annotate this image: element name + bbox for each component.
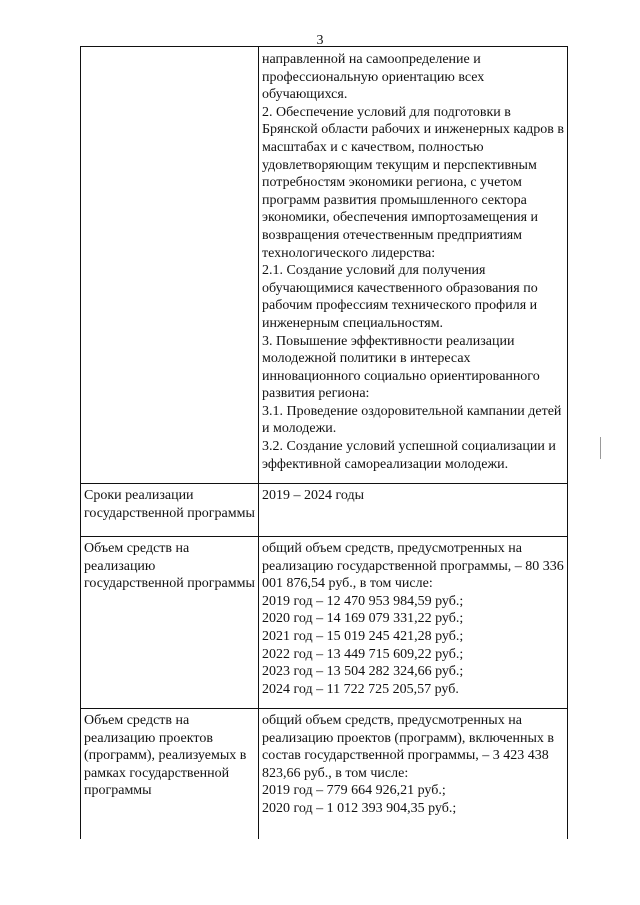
row-label: Объем средств на реализацию проектов (программ), реализуемых в рамках государственной программы [84, 713, 247, 799]
table-row [81, 484, 568, 537]
row-label-cell [81, 709, 259, 839]
margin-mark [600, 437, 601, 459]
funding-year: 2020 год – 1 012 393 904,35 руб.; [262, 800, 457, 816]
row-label-cell [81, 537, 259, 709]
implementation-period: 2019 – 2024 годы [262, 488, 365, 503]
table-row [81, 709, 568, 839]
page-number: 3 [316, 33, 324, 48]
task-text: 3.1. Проведение оздоровительной кампании детей и молодежи. [262, 403, 562, 437]
funding-year: 2020 год – 14 169 079 331,22 руб.; [262, 611, 464, 627]
row-label-cell [81, 47, 259, 484]
task-text: 2. Обеспечение условий для подготовки в Брянской области рабочих и инженерных кадров в масштабах и с качеством, полностью удовлетворяющим текущим и перспективным потребностям экономики региона, с учетом программ развития промышленного сектора экономики, обеспечения импортозамещения и возвращения отечественным предприятиям технологического лидерства: [262, 104, 565, 261]
funding-total: общий объем средств, предусмотренных на реализацию государственной программы, – 80 336 001 876,54 руб., в том числе: [262, 541, 564, 592]
funding-year: 2019 год – 779 664 926,21 руб.; [262, 783, 446, 799]
row-value-cell [259, 537, 568, 709]
row-label-cell [81, 484, 259, 537]
row-value-cell [259, 484, 568, 537]
task-text: направленной на самоопределение и профессиональную ориентацию всех обучающихся. [262, 52, 485, 103]
table-row [81, 537, 568, 709]
funding-year: 2022 год – 13 449 715 609,22 руб.; [262, 646, 464, 662]
funding-year: 2019 год – 12 470 953 984,59 руб.; [262, 593, 464, 609]
row-label: Сроки реализации государственной программы [84, 488, 255, 521]
task-text: 3. Повышение эффективности реализации молодежной политики в интересах инновационного социально ориентированного развития региона: [262, 333, 540, 402]
task-text: 2.1. Создание условий для получения обучающимися качественного образования по рабочим профессиям технического профиля и инженерным специальностям. [262, 263, 538, 331]
funding-year: 2023 год – 13 504 282 324,66 руб.; [262, 664, 464, 680]
funding-year: 2024 год – 11 722 725 205,57 руб. [262, 681, 459, 697]
passport-table [80, 46, 568, 839]
projects-funding-total: общий объем средств, предусмотренных на реализацию проектов (программ), включенных в состав государственной программы, – 3 423 438 823,66 руб., в том числе: [262, 713, 554, 781]
row-label: Объем средств на реализацию государственной программы [84, 541, 255, 592]
tasks-cell [259, 47, 568, 484]
table-row [81, 47, 568, 484]
row-value-cell [259, 709, 568, 839]
task-text: 3.2. Создание условий успешной социализации и эффективной самореализации молодежи. [262, 439, 556, 472]
funding-year: 2021 год – 15 019 245 421,28 руб.; [262, 628, 464, 644]
